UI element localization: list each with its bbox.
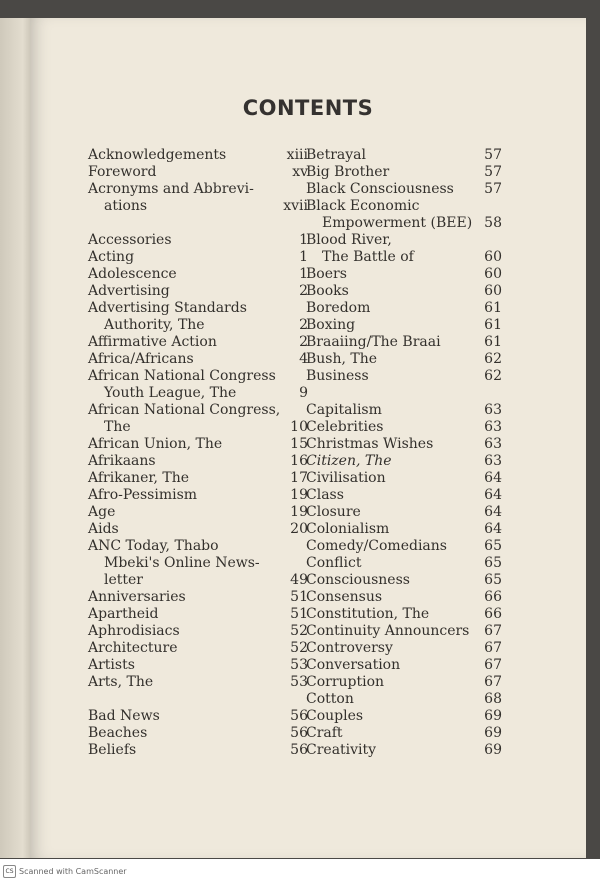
- contents-entry: [88, 555, 308, 572]
- contents-entry: [306, 674, 502, 691]
- contents-entry: [306, 453, 502, 470]
- scanner-label: Scanned with CamScanner: [19, 866, 127, 876]
- entry-page-number: 53: [290, 674, 308, 690]
- entry-page-number: 56: [290, 742, 308, 758]
- entry-page-number: 62: [484, 368, 502, 384]
- entry-page-number: 67: [484, 674, 502, 690]
- contents-entry: [306, 368, 502, 385]
- entry-term: Christmas Wishes: [306, 436, 434, 452]
- entry-term: Apartheid: [88, 606, 159, 622]
- contents-entry: [88, 725, 308, 742]
- contents-entry: [88, 402, 308, 419]
- entry-term: Bush, The: [306, 351, 378, 367]
- entry-term: Consciousness: [306, 572, 410, 588]
- entry-page-number: 67: [484, 640, 502, 656]
- entry-term: Authority, The: [104, 317, 205, 333]
- camscanner-logo-icon: CS: [3, 865, 16, 878]
- entry-page-number: 1: [299, 249, 308, 265]
- contents-entry: [88, 470, 308, 487]
- contents-entry: [88, 487, 308, 504]
- contents-entry: [88, 521, 308, 538]
- entry-page-number: 19: [290, 487, 308, 503]
- contents-entry: [306, 742, 502, 759]
- entry-term: Business: [306, 368, 369, 384]
- entry-term: Capitalism: [306, 402, 382, 418]
- contents-entry: [306, 708, 502, 725]
- contents-entry: [306, 691, 502, 708]
- entry-term: Beliefs: [88, 742, 137, 758]
- book-page: [30, 18, 586, 858]
- entry-term: Boers: [306, 266, 347, 282]
- contents-entry: [306, 606, 502, 623]
- contents-entry: [306, 402, 502, 419]
- entry-page-number: 61: [484, 300, 502, 316]
- entry-term: Betrayal: [306, 147, 366, 163]
- entry-term: Books: [306, 283, 349, 299]
- entry-page-number: 60: [484, 249, 502, 265]
- entry-term: Affirmative Action: [88, 334, 217, 350]
- entry-term: Controversy: [306, 640, 393, 656]
- entry-term: Empowerment (BEE): [322, 215, 473, 231]
- entry-page-number: 4: [299, 351, 308, 367]
- entry-term: Mbeki's Online News-: [104, 555, 260, 571]
- entry-term: Afrikaner, The: [88, 470, 190, 486]
- contents-entry: [88, 334, 308, 351]
- contents-entry: [88, 368, 308, 385]
- scanner-footer: [0, 859, 600, 883]
- contents-entry: [88, 453, 308, 470]
- entry-page-number: xv: [292, 164, 308, 180]
- contents-entry: [306, 436, 502, 453]
- entry-page-number: 57: [484, 164, 502, 180]
- entry-term: Braaiing/The Braai: [306, 334, 441, 350]
- entry-page-number: 16: [290, 453, 308, 469]
- entry-term: Comedy/Comedians: [306, 538, 447, 554]
- entry-term: Class: [306, 487, 344, 503]
- entry-term: Foreword: [88, 164, 157, 180]
- contents-entry: [306, 555, 502, 572]
- entry-term: Closure: [306, 504, 361, 520]
- entry-term: Aphrodisiacs: [88, 623, 180, 639]
- contents-column-right: [306, 147, 502, 759]
- entry-term: Anniversaries: [88, 589, 186, 605]
- contents-entry: [88, 436, 308, 453]
- contents-entry: [88, 572, 308, 589]
- contents-entry: [306, 232, 502, 249]
- entry-page-number: 66: [484, 606, 502, 622]
- contents-entry: [88, 351, 308, 368]
- contents-entry: [88, 232, 308, 249]
- entry-page-number: 63: [484, 419, 502, 435]
- entry-term: ANC Today, Thabo: [88, 538, 219, 554]
- section-gap: [306, 385, 502, 402]
- entry-page-number: 20: [290, 521, 308, 537]
- entry-term: Big Brother: [306, 164, 390, 180]
- entry-page-number: xiii: [286, 147, 308, 163]
- entry-page-number: 58: [484, 215, 502, 231]
- entry-page-number: 69: [484, 708, 502, 724]
- entry-page-number: 10: [290, 419, 308, 435]
- entry-term: African National Congress,: [88, 402, 281, 418]
- contents-entry: [306, 419, 502, 436]
- entry-term: Afro-Pessimism: [88, 487, 198, 503]
- entry-term: Boxing: [306, 317, 356, 333]
- entry-term: African Union, The: [88, 436, 223, 452]
- entry-term: Corruption: [306, 674, 385, 690]
- contents-entry: [306, 725, 502, 742]
- entry-page-number: 9: [299, 385, 308, 401]
- contents-entry: [88, 538, 308, 555]
- contents-entry: [306, 147, 502, 164]
- entry-term: Advertising Standards: [88, 300, 247, 316]
- contents-entry: [88, 674, 308, 691]
- entry-page-number: 69: [484, 742, 502, 758]
- entry-page-number: 1: [299, 266, 308, 282]
- entry-term: Boredom: [306, 300, 371, 316]
- contents-entry: [306, 300, 502, 317]
- entry-page-number: 64: [484, 487, 502, 503]
- entry-term: Africa/Africans: [88, 351, 194, 367]
- entry-page-number: 64: [484, 521, 502, 537]
- entry-term: Black Consciousness: [306, 181, 454, 197]
- contents-entry: [88, 385, 308, 402]
- entry-page-number: 57: [484, 147, 502, 163]
- contents-entry: [88, 181, 308, 198]
- contents-entry: [306, 572, 502, 589]
- entry-page-number: xvii: [283, 198, 308, 214]
- contents-entry: [88, 283, 308, 300]
- entry-term: Conflict: [306, 555, 362, 571]
- entry-page-number: 15: [290, 436, 308, 452]
- entry-page-number: 63: [484, 453, 502, 469]
- entry-page-number: 57: [484, 181, 502, 197]
- section-gap: [88, 215, 308, 232]
- contents-entry: [306, 215, 502, 232]
- entry-term: Architecture: [88, 640, 178, 656]
- contents-entry: [88, 657, 308, 674]
- entry-term: Arts, The: [88, 674, 154, 690]
- entry-term: letter: [104, 572, 143, 588]
- entry-term: Adolescence: [88, 266, 177, 282]
- entry-term: Civilisation: [306, 470, 386, 486]
- entry-term: Conversation: [306, 657, 401, 673]
- contents-entry: [88, 300, 308, 317]
- entry-term: Youth League, The: [104, 385, 237, 401]
- entry-term: ations: [104, 198, 148, 214]
- contents-entry: [306, 334, 502, 351]
- contents-entry: [306, 640, 502, 657]
- entry-term: The: [104, 419, 131, 435]
- entry-page-number: 60: [484, 283, 502, 299]
- entry-page-number: 52: [290, 640, 308, 656]
- entry-page-number: 19: [290, 504, 308, 520]
- contents-entry: [88, 623, 308, 640]
- contents-entry: [88, 742, 308, 759]
- entry-term: Acknowledgements: [88, 147, 227, 163]
- entry-term: Beaches: [88, 725, 148, 741]
- contents-entry: [88, 249, 308, 266]
- contents-entry: [88, 640, 308, 657]
- entry-page-number: 2: [299, 283, 308, 299]
- entry-page-number: 68: [484, 691, 502, 707]
- entry-term: The Battle of: [322, 249, 414, 265]
- entry-term: Advertising: [88, 283, 170, 299]
- entry-page-number: 65: [484, 538, 502, 554]
- contents-entry: [88, 589, 308, 606]
- contents-entry: [88, 708, 308, 725]
- entry-term: Black Economic: [306, 198, 420, 214]
- entry-page-number: 67: [484, 657, 502, 673]
- entry-page-number: 63: [484, 402, 502, 418]
- entry-term: Age: [88, 504, 116, 520]
- entry-term: Craft: [306, 725, 343, 741]
- entry-term: Artists: [88, 657, 135, 673]
- contents-entry: [306, 317, 502, 334]
- entry-term: Acting: [88, 249, 135, 265]
- contents-column-left: [88, 147, 308, 759]
- entry-term: Colonialism: [306, 521, 390, 537]
- entry-page-number: 51: [290, 606, 308, 622]
- entry-term: Celebrities: [306, 419, 384, 435]
- entry-term: Continuity Announcers: [306, 623, 470, 639]
- entry-page-number: 62: [484, 351, 502, 367]
- contents-entry: [306, 266, 502, 283]
- contents-entry: [306, 657, 502, 674]
- entry-page-number: 60: [484, 266, 502, 282]
- entry-page-number: 61: [484, 317, 502, 333]
- entry-term: Citizen, The: [306, 453, 392, 469]
- entry-page-number: 1: [299, 232, 308, 248]
- entry-term: Cotton: [306, 691, 354, 707]
- contents-entry: [306, 283, 502, 300]
- contents-entry: [306, 623, 502, 640]
- entry-page-number: 52: [290, 623, 308, 639]
- contents-entry: [306, 589, 502, 606]
- contents-entry: [306, 504, 502, 521]
- entry-page-number: 61: [484, 334, 502, 350]
- contents-entry: [88, 266, 308, 283]
- entry-term: Couples: [306, 708, 364, 724]
- contents-entry: [306, 487, 502, 504]
- entry-term: Blood River,: [306, 232, 392, 248]
- entry-page-number: 63: [484, 436, 502, 452]
- entry-page-number: 51: [290, 589, 308, 605]
- entry-page-number: 56: [290, 725, 308, 741]
- entry-page-number: 65: [484, 555, 502, 571]
- entry-page-number: 53: [290, 657, 308, 673]
- entry-page-number: 64: [484, 470, 502, 486]
- entry-term: Afrikaans: [88, 453, 156, 469]
- entry-term: Constitution, The: [306, 606, 430, 622]
- entry-term: Acronyms and Abbrevi-: [88, 181, 254, 197]
- entry-term: African National Congress: [88, 368, 276, 384]
- contents-entry: [306, 538, 502, 555]
- contents-entry: [306, 351, 502, 368]
- section-gap: [88, 691, 308, 708]
- contents-entry: [88, 164, 308, 181]
- contents-entry: [306, 164, 502, 181]
- contents-entry: [306, 181, 502, 198]
- entry-page-number: 17: [290, 470, 308, 486]
- entry-page-number: 56: [290, 708, 308, 724]
- entry-term: Accessories: [88, 232, 172, 248]
- contents-entry: [306, 249, 502, 266]
- entry-term: Bad News: [88, 708, 160, 724]
- contents-entry: [88, 317, 308, 334]
- contents-entry: [306, 470, 502, 487]
- entry-page-number: 2: [299, 334, 308, 350]
- entry-page-number: 64: [484, 504, 502, 520]
- page-title: CONTENTS: [242, 96, 374, 120]
- entry-term: Creativity: [306, 742, 377, 758]
- contents-entry: [88, 504, 308, 521]
- contents-entry: [306, 521, 502, 538]
- entry-page-number: 66: [484, 589, 502, 605]
- contents-entry: [88, 198, 308, 215]
- contents-entry: [88, 419, 308, 436]
- contents-entry: [306, 198, 502, 215]
- entry-page-number: 65: [484, 572, 502, 588]
- contents-entry: [88, 606, 308, 623]
- entry-term: Consensus: [306, 589, 383, 605]
- entry-page-number: 49: [290, 572, 308, 588]
- entry-term: Aids: [88, 521, 119, 537]
- contents-entry: [88, 147, 308, 164]
- entry-page-number: 67: [484, 623, 502, 639]
- entry-page-number: 2: [299, 317, 308, 333]
- entry-page-number: 69: [484, 725, 502, 741]
